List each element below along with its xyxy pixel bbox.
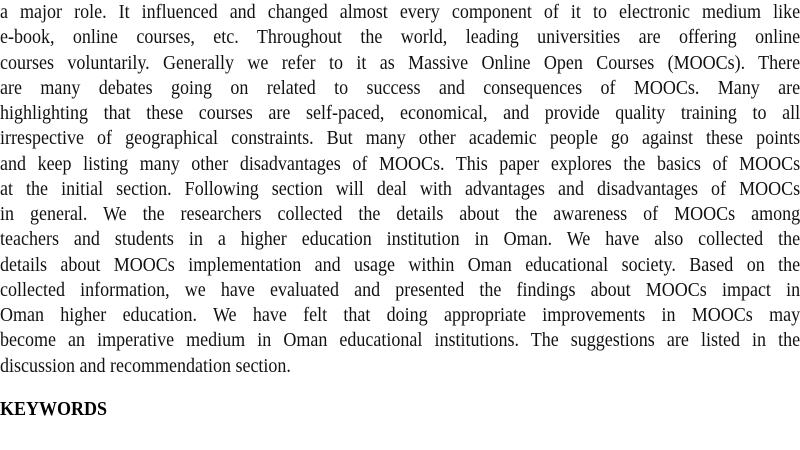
keywords-heading: KEYWORDS (0, 398, 108, 420)
text-line: at the initial section. Following section will deal with advantages and disadvantages of MOOCs (0, 177, 800, 200)
text-line: e-book, online courses, etc. Throughout the world, leading universities are offering online (0, 26, 800, 49)
text-line: teachers and students in a higher education institution in Oman. We have also collected the (0, 228, 800, 251)
text-line: highlighting that these courses are self-paced, economical, and provide quality training to all (0, 102, 800, 124)
text-line: details about MOOCs implementation and usage within Oman educational society. Based on the (0, 253, 800, 276)
text-line: discussion and recommendation section. (0, 354, 291, 377)
text-line: in general. We the researchers collected the details about the awareness of MOOCs among (0, 203, 800, 225)
text-line: become an imperative medium in Oman educational institutions. The suggestions are listed in the (0, 329, 800, 352)
text-line: courses voluntarily. Generally we refer to it as Massive Online Open Courses (MOOCs). There (0, 51, 800, 74)
text-line: collected information, we have evaluated and presented the findings about MOOCs impact in (0, 278, 800, 301)
text-line: Oman higher education. We have felt that doing appropriate improvements in MOOCs may (0, 304, 800, 326)
text-line: irrespective of geographical constraints. But many other academic people go against these points (0, 127, 800, 150)
text-line: a major role. It influenced and changed almost every component of it to electronic medium like (0, 1, 800, 23)
text-line: and keep listing many other disadvantages of MOOCs. This paper explores the basics of MOOCs (0, 152, 800, 175)
text-line: are many debates going on related to success and consequences of MOOCs. Many are (0, 76, 800, 99)
